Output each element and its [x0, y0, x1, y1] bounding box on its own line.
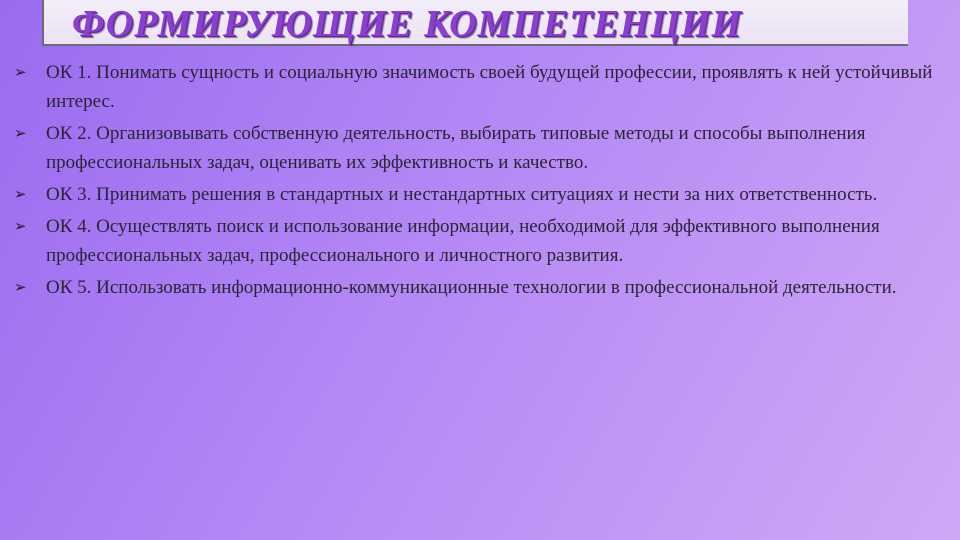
list-item — [14, 119, 934, 177]
arrow-bullet-icon: ➢ — [14, 63, 27, 81]
list-item — [14, 180, 934, 209]
arrow-bullet-icon: ➢ — [14, 278, 27, 296]
list-item-text: ОК 2. Организовывать собственную деятельность, выбирать типовые методы и способы выполнения профессиональных задач, оценивать их эффективность и качество. — [46, 123, 866, 173]
list-item-text: ОК 3. Принимать решения в стандартных и нестандартных ситуациях и нести за них ответственность. — [46, 184, 878, 205]
slide-title: ФОРМИРУЮЩИЕ КОМПЕТЕНЦИИ — [72, 3, 743, 45]
list-item — [14, 273, 934, 302]
list-item-text: ОК 4. Осуществлять поиск и использование информации, необходимой для эффективного выполнения профессиональных задач, профессионального и личностного развития. — [46, 216, 880, 266]
arrow-bullet-icon: ➢ — [14, 124, 27, 142]
arrow-bullet-icon: ➢ — [14, 217, 27, 235]
list-item-text: ОК 1. Понимать сущность и социальную значимость своей будущей профессии, проявлять к ней устойчивый интерес. — [46, 62, 933, 112]
list-item-text: ОК 5. Использовать информационно-коммуникационные технологии в профессиональной деятельности. — [46, 277, 897, 298]
list-item — [14, 212, 934, 270]
arrow-bullet-icon: ➢ — [14, 185, 27, 203]
list-item — [14, 58, 934, 116]
competencies-list — [14, 58, 934, 305]
